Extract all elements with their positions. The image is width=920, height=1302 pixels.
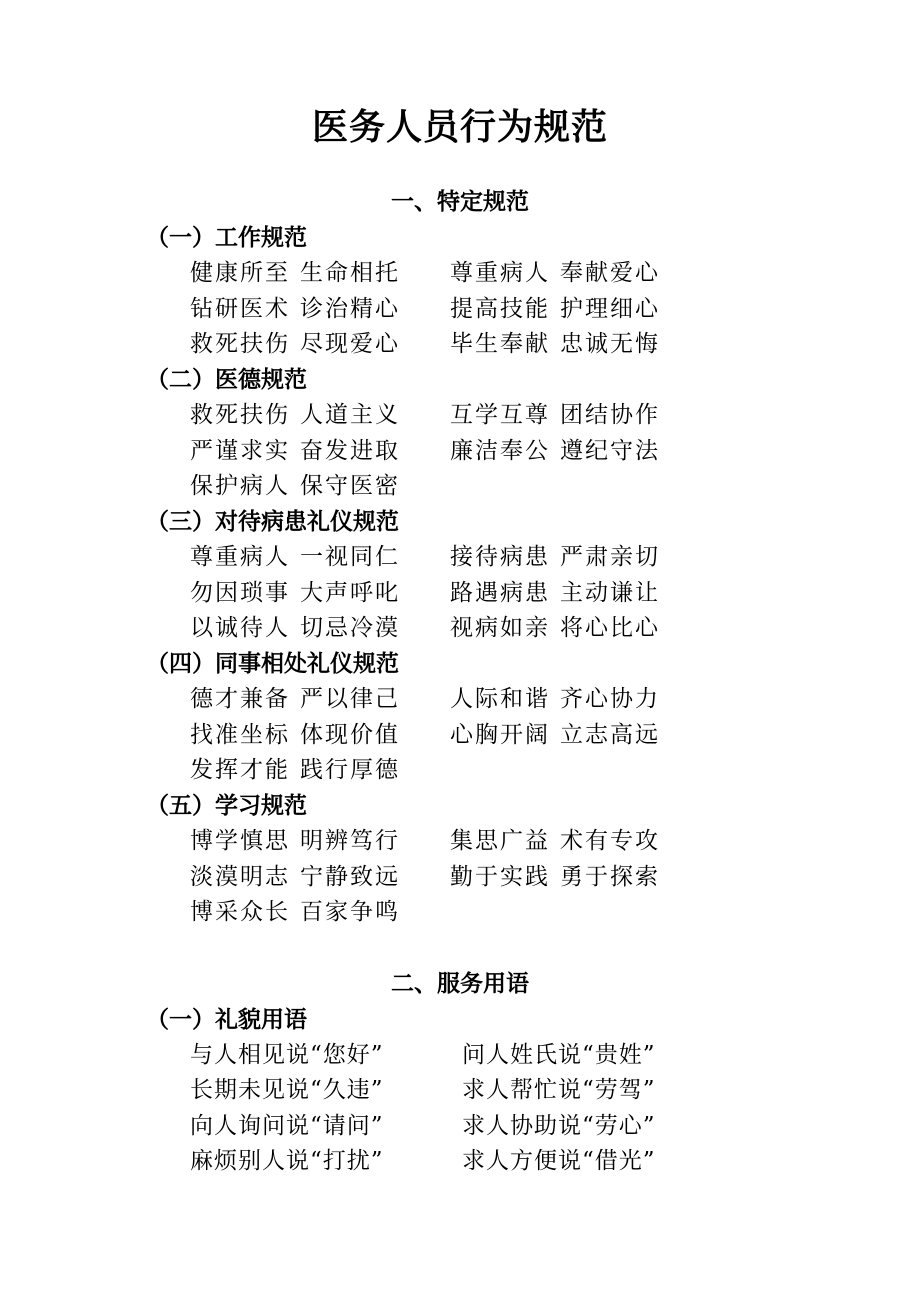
phrase: 严以律己 xyxy=(300,686,400,712)
phrase: 明辨笃行 xyxy=(300,828,400,854)
phrase: 毕生奉献 xyxy=(450,331,550,357)
phrase: 救死扶伤 xyxy=(190,331,290,357)
phrase: 健康所至 xyxy=(190,260,290,286)
phrase: 宁静致远 xyxy=(300,864,400,890)
section-heading-ethics-norms: （二）医德规范 xyxy=(146,366,307,393)
polite-phrase: 长期未见说“久违” xyxy=(190,1077,384,1103)
phrase: 严谨求实 xyxy=(190,438,290,464)
phrase: 德才兼备 xyxy=(190,686,290,712)
phrase: 团结协作 xyxy=(560,402,660,428)
part-heading-service-language: 二、服务用语 xyxy=(391,970,529,997)
phrase: 立志高远 xyxy=(560,722,660,748)
section-heading-colleague-etiquette: （四）同事相处礼仪规范 xyxy=(146,650,399,677)
polite-phrase: 与人相见说“您好” xyxy=(190,1042,384,1068)
phrase: 体现价值 xyxy=(300,722,400,748)
phrase: 视病如亲 xyxy=(450,615,550,641)
phrase: 践行厚德 xyxy=(300,757,400,783)
polite-phrase: 向人询问说“请问” xyxy=(190,1113,384,1139)
polite-phrase: 求人协助说“劳心” xyxy=(462,1113,656,1139)
phrase: 保守医密 xyxy=(300,473,400,499)
phrase: 廉洁奉公 xyxy=(450,438,550,464)
section-heading-work-norms: （一）工作规范 xyxy=(146,224,307,251)
phrase: 将心比心 xyxy=(560,615,660,641)
phrase: 术有专攻 xyxy=(560,828,660,854)
document-title: 医务人员行为规范 xyxy=(311,106,608,148)
phrase: 勿因琐事 xyxy=(190,580,290,606)
phrase: 奋发进取 xyxy=(300,438,400,464)
phrase: 心胸开阔 xyxy=(450,722,550,748)
phrase: 奉献爱心 xyxy=(560,260,660,286)
phrase: 路遇病患 xyxy=(450,580,550,606)
phrase: 发挥才能 xyxy=(190,757,290,783)
phrase: 淡漠明志 xyxy=(190,864,290,890)
phrase: 互学互尊 xyxy=(450,402,550,428)
phrase: 百家争鸣 xyxy=(300,899,400,925)
phrase: 尊重病人 xyxy=(450,260,550,286)
phrase: 大声呼叱 xyxy=(300,580,400,606)
phrase: 救死扶伤 xyxy=(190,402,290,428)
section-heading-polite-language: （一）礼貌用语 xyxy=(146,1006,307,1033)
part-heading-specific-norms: 一、特定规范 xyxy=(391,188,529,215)
phrase: 勇于探索 xyxy=(560,864,660,890)
phrase: 钻研医术 xyxy=(190,296,290,322)
phrase: 严肃亲切 xyxy=(560,544,660,570)
polite-phrase: 求人帮忙说“劳驾” xyxy=(462,1077,656,1103)
phrase: 忠诚无悔 xyxy=(560,331,660,357)
section-heading-patient-etiquette: （三）对待病患礼仪规范 xyxy=(146,508,399,535)
phrase: 齐心协力 xyxy=(560,686,660,712)
polite-phrase: 问人姓氏说“贵姓” xyxy=(462,1042,656,1068)
phrase: 诊治精心 xyxy=(300,296,400,322)
polite-phrase: 麻烦别人说“打扰” xyxy=(190,1148,384,1174)
phrase: 护理细心 xyxy=(560,296,660,322)
polite-phrase: 求人方便说“借光” xyxy=(462,1148,656,1174)
phrase: 尊重病人 xyxy=(190,544,290,570)
phrase: 人际和谐 xyxy=(450,686,550,712)
phrase: 一视同仁 xyxy=(300,544,400,570)
section-heading-study-norms: （五）学习规范 xyxy=(146,792,307,819)
phrase: 博学慎思 xyxy=(190,828,290,854)
phrase: 找准坐标 xyxy=(190,722,290,748)
phrase: 生命相托 xyxy=(300,260,400,286)
phrase: 以诚待人 xyxy=(190,615,290,641)
phrase: 接待病患 xyxy=(450,544,550,570)
phrase: 尽现爱心 xyxy=(300,331,400,357)
phrase: 提高技能 xyxy=(450,296,550,322)
phrase: 保护病人 xyxy=(190,473,290,499)
phrase: 遵纪守法 xyxy=(560,438,660,464)
phrase: 人道主义 xyxy=(300,402,400,428)
phrase: 勤于实践 xyxy=(450,864,550,890)
phrase: 切忌冷漠 xyxy=(300,615,400,641)
phrase: 博采众长 xyxy=(190,899,290,925)
phrase: 主动谦让 xyxy=(560,580,660,606)
phrase: 集思广益 xyxy=(450,828,550,854)
